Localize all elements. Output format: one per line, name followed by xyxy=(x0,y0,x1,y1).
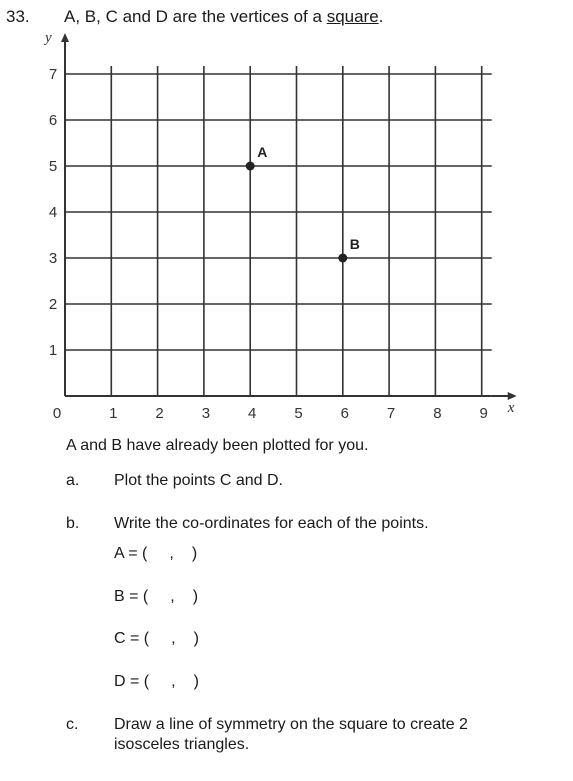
y-tick-label: 1 xyxy=(48,342,58,359)
question-text-after: . xyxy=(378,7,384,26)
part-a-letter: a. xyxy=(66,472,80,489)
question-number: 33. xyxy=(6,7,30,26)
y-axis-label: y xyxy=(45,30,52,46)
x-axis-arrow-icon xyxy=(508,392,517,400)
y-tick-label: 5 xyxy=(48,158,58,175)
intro-text: A and B have already been plotted for you. xyxy=(66,437,369,454)
coord-c: C = ( , ) xyxy=(114,630,199,647)
x-tick-label: 3 xyxy=(201,405,211,422)
x-axis-label: x xyxy=(507,400,515,416)
coord-a: A = ( , ) xyxy=(114,545,198,562)
point-a xyxy=(246,162,255,171)
point-label-a: A xyxy=(257,144,268,160)
x-tick-label: 4 xyxy=(248,405,257,422)
x-tick-label: 2 xyxy=(155,405,164,422)
question-text-underlined: square xyxy=(326,7,379,26)
x-tick-label: 7 xyxy=(386,405,396,422)
question-text-before: A, B, C and D are the vertices of a xyxy=(64,7,327,26)
part-c-letter: c. xyxy=(66,716,79,733)
part-b-letter: b. xyxy=(66,515,80,532)
y-axis-arrow-icon xyxy=(61,33,69,42)
point-label-b: B xyxy=(349,236,360,252)
y-tick-label: 2 xyxy=(48,296,58,313)
x-tick-label: 6 xyxy=(340,405,349,422)
part-c-text-2: isosceles triangles. xyxy=(114,736,250,753)
part-a-text: Plot the points C and D. xyxy=(114,472,283,489)
x-tick-label: 0 xyxy=(52,405,62,422)
x-tick-label: 5 xyxy=(294,405,303,422)
y-tick-label: 6 xyxy=(48,112,58,129)
y-tick-label: 4 xyxy=(48,204,58,221)
x-tick-label: 8 xyxy=(433,405,442,422)
coord-d: D = ( , ) xyxy=(114,673,199,690)
y-tick-label: 3 xyxy=(48,250,58,267)
part-c-text: Draw a line of symmetry on the square to create 2 xyxy=(114,716,468,733)
coord-b: B = ( , ) xyxy=(114,588,199,605)
part-b-text: Write the co-ordinates for each of the points. xyxy=(114,515,429,532)
x-tick-label: 1 xyxy=(109,405,118,422)
y-tick-label: 7 xyxy=(48,66,58,83)
x-tick-label: 9 xyxy=(479,405,488,422)
point-b xyxy=(338,254,347,263)
